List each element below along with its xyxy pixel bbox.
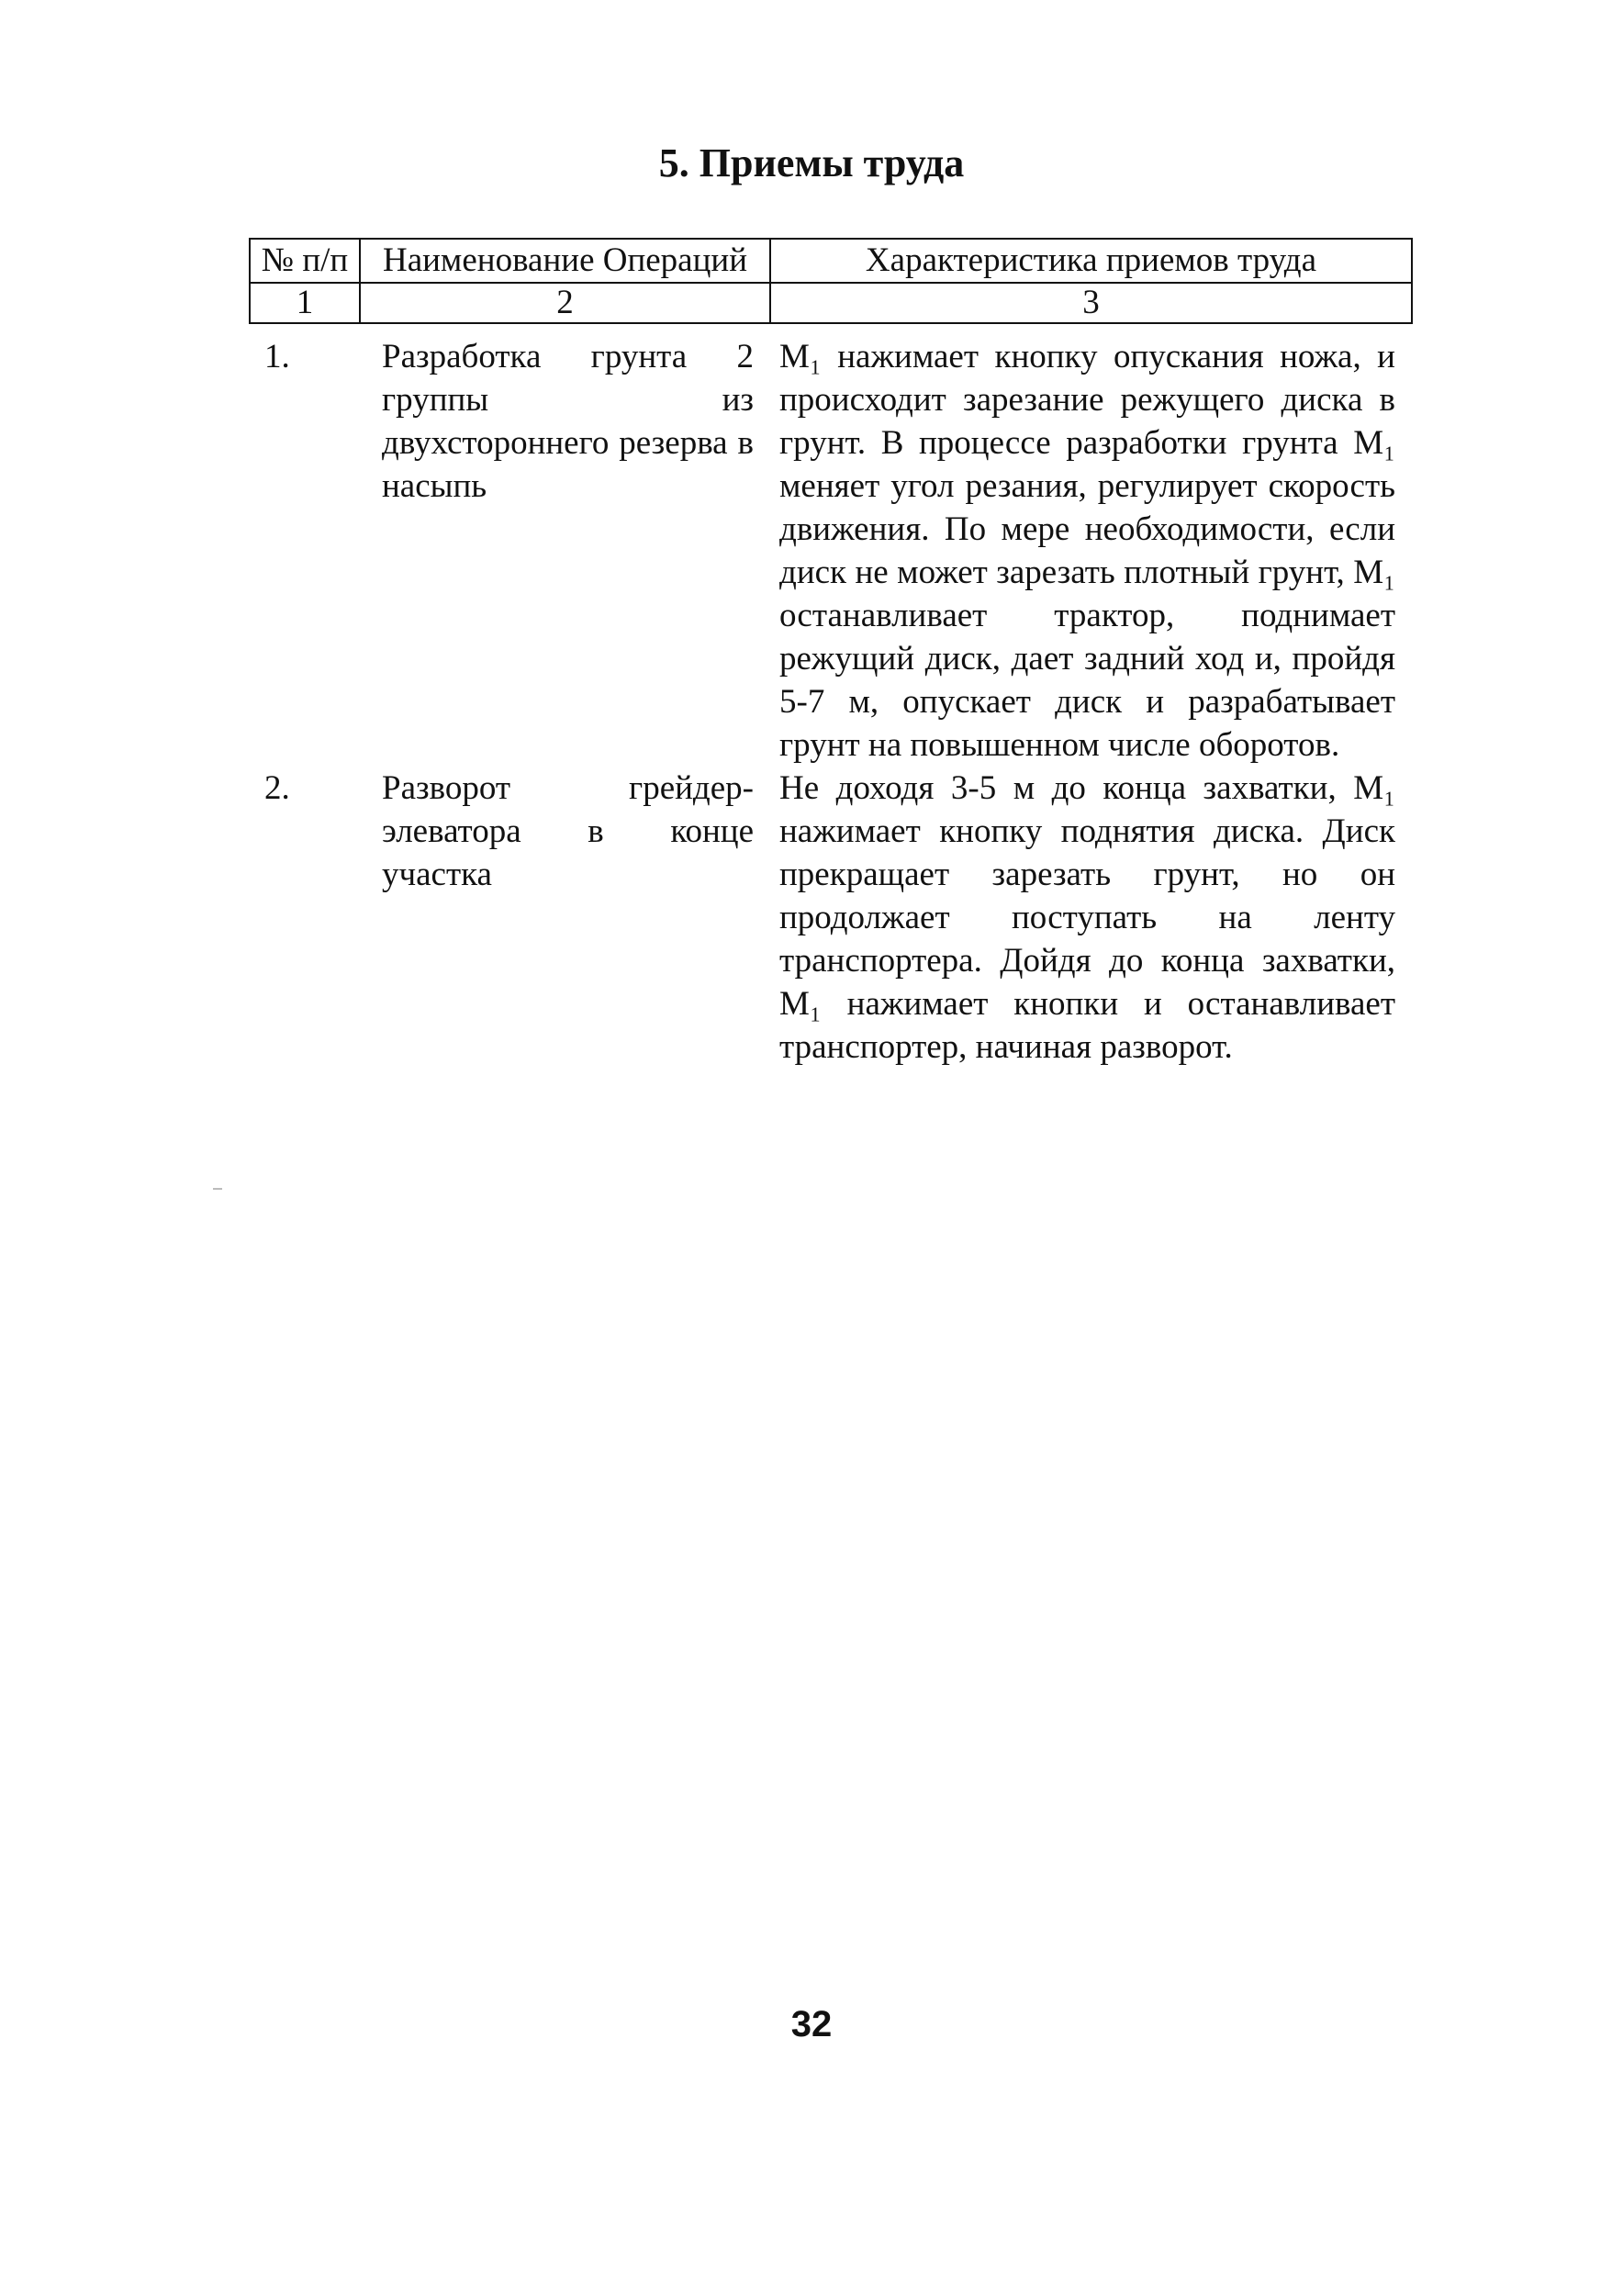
table-row [250,335,1412,767]
row-number: 2. [264,769,290,807]
column-number: 3 [770,283,1412,323]
header-number: № п/п [250,239,360,283]
table-header-row [250,239,1412,283]
operation-description: Не доходя 3-5 м до конца захватки, M₁ нажимает кнопку поднятия диска. Диск прекращает зарезать грунт, но он продолжает поступать на ленту транспортера. Дойдя до конца захватки, M₁ нажимает кнопки и останавливает транспортер, начиная разворот. [779,769,1395,1066]
header-operation-name: Наименование Операций [360,239,770,283]
column-number-row [250,283,1412,323]
row-number: 1. [264,338,290,375]
column-number: 1 [250,283,360,323]
operation-name: Разработка грунта 2 группы из двухстороннего резерва в насыпь [382,338,754,505]
table-row [250,767,1412,1069]
operation-description: M₁ нажимает кнопку опускания ножа, и происходит зарезание режущего диска в грунт. В процессе разработки грунта M₁ меняет угол резания, регулирует скорость движения. По мере необходимости, если диск не может зарезать плотный грунт, M₁ останавливает трактор, поднимает режущий диск, дает задний ход и, пройдя 5-7 м, опускает диск и разрабатывает грунт на повышенном числе оборотов. [779,338,1395,764]
page-title: 5. Приемы труда [658,140,965,185]
column-number: 2 [360,283,770,323]
work-methods-table [249,238,1413,1069]
margin-mark [213,1188,222,1190]
operation-name: Разворот грейдер-элеватора в конце участка [382,769,754,893]
page-number: 32 [790,2004,833,2044]
header-characteristics: Характеристика приемов труда [770,239,1412,283]
